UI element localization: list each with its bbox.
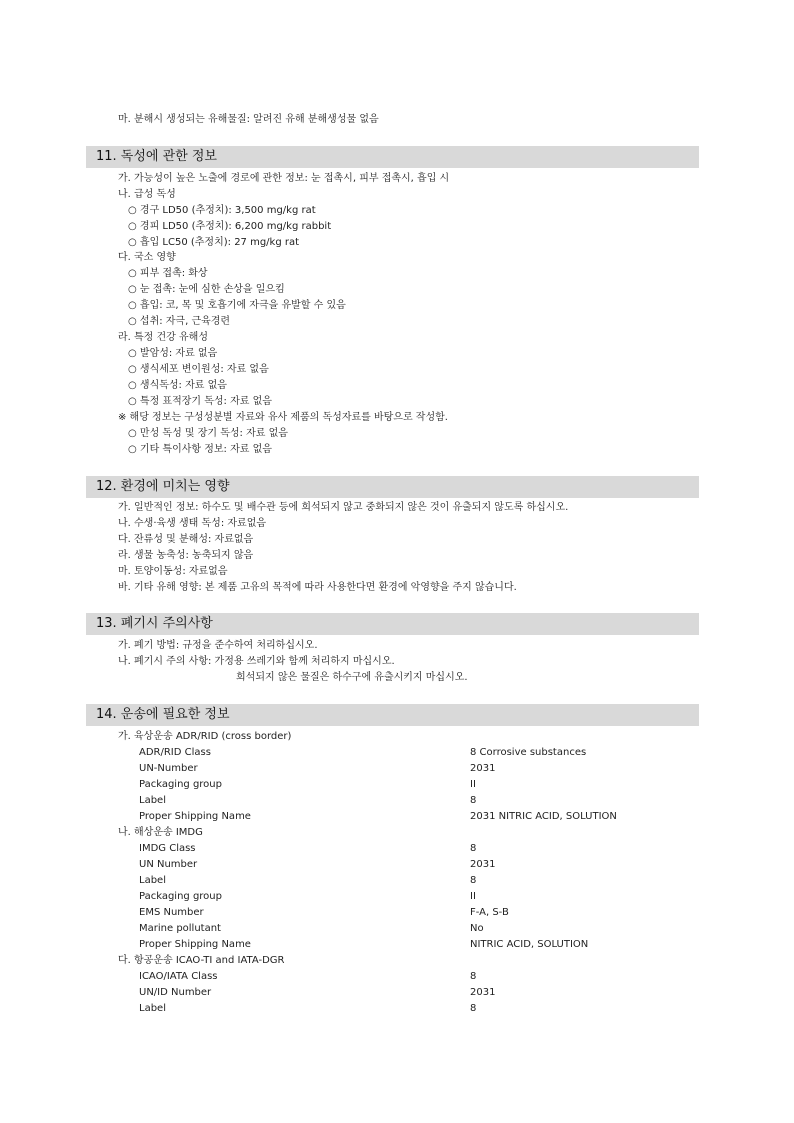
transport-value: II bbox=[470, 891, 476, 902]
transport-label: Packaging group bbox=[139, 779, 222, 790]
transport-label: Packaging group bbox=[139, 891, 222, 902]
transport-value: 2031 bbox=[470, 987, 496, 998]
s11-item: ○ 만성 독성 및 장기 독성: 자료 없음 bbox=[128, 428, 288, 439]
transport-label: Label bbox=[139, 875, 166, 886]
s11-item: ○ 생식세포 변이원성: 자료 없음 bbox=[128, 364, 269, 375]
s11-item: ※ 해당 정보는 구성성분별 자료와 유사 제품의 독성자료를 바탕으로 작성함. bbox=[118, 412, 448, 423]
s11-item: ○ 특정 표적장기 독성: 자료 없음 bbox=[128, 396, 272, 407]
s11-item: ○ 기타 특이사항 정보: 자료 없음 bbox=[128, 444, 272, 455]
transport-label: IMDG Class bbox=[139, 843, 196, 854]
section-12-header: 12. 환경에 미치는 영향 bbox=[86, 476, 699, 498]
transport-value: F-A, S-B bbox=[470, 907, 509, 918]
s11-item: ○ 눈 접촉: 눈에 심한 손상을 일으킴 bbox=[128, 284, 285, 295]
s11-item: ○ 경구 LD50 (추정치): 3,500 mg/kg rat bbox=[128, 205, 316, 216]
transport-value: 8 bbox=[470, 795, 477, 806]
s13-item: 가. 폐기 방법: 규정을 준수하여 처리하십시오. bbox=[118, 640, 318, 651]
transport-label: Label bbox=[139, 1003, 166, 1014]
transport-value: NITRIC ACID, SOLUTION bbox=[470, 939, 589, 950]
transport-label: ICAO/IATA Class bbox=[139, 971, 218, 982]
transport-value: 2031 NITRIC ACID, SOLUTION bbox=[470, 811, 617, 822]
transport-label: UN-Number bbox=[139, 763, 198, 774]
transport-label: Label bbox=[139, 795, 166, 806]
s11-item: ○ 섭취: 자극, 근육경련 bbox=[128, 316, 231, 327]
s11-item: 라. 특정 건강 유해성 bbox=[118, 332, 208, 343]
s11-item: ○ 흡입: 코, 목 및 호흡기에 자극을 유발할 수 있음 bbox=[128, 300, 346, 311]
s11-item: ○ 발암성: 자료 없음 bbox=[128, 348, 218, 359]
s11-item: ○ 경피 LD50 (추정치): 6,200 mg/kg rabbit bbox=[128, 221, 332, 232]
section-14-header: 14. 운송에 필요한 정보 bbox=[86, 704, 699, 726]
s12-item: 라. 생물 농축성: 농축되지 않음 bbox=[118, 550, 254, 561]
s11-item: ○ 피부 접촉: 화상 bbox=[128, 268, 208, 279]
land-transport-heading: 가. 육상운송 ADR/RID (cross border) bbox=[118, 731, 292, 742]
s11-item: 다. 국소 영향 bbox=[118, 252, 176, 263]
transport-label: Marine pollutant bbox=[139, 923, 221, 934]
s12-item: 마. 토양이동성: 자료없음 bbox=[118, 566, 228, 577]
transport-value: 8 Corrosive substances bbox=[470, 747, 587, 758]
s12-item: 나. 수생·육생 생태 독성: 자료없음 bbox=[118, 518, 267, 529]
section-11-header: 11. 독성에 관한 정보 bbox=[86, 146, 699, 168]
s12-item: 가. 일반적인 정보: 하수도 및 배수관 등에 희석되지 않고 중화되지 않은 것이 유출되지 않도록 하십시오. bbox=[118, 502, 569, 513]
transport-label: ADR/RID Class bbox=[139, 747, 211, 758]
s13-item: 희석되지 않은 물질은 하수구에 유출시키지 마십시오. bbox=[236, 672, 468, 683]
s12-item: 바. 기타 유해 영향: 본 제품 고유의 목적에 따라 사용한다면 환경에 악영향을 주지 않습니다. bbox=[118, 582, 517, 593]
transport-label: EMS Number bbox=[139, 907, 204, 918]
transport-label: Proper Shipping Name bbox=[139, 811, 251, 822]
s11-item: 나. 급성 독성 bbox=[118, 189, 176, 200]
transport-value: No bbox=[470, 923, 484, 934]
transport-label: Proper Shipping Name bbox=[139, 939, 251, 950]
transport-value: 8 bbox=[470, 971, 477, 982]
s11-item: ○ 흡입 LC50 (추정치): 27 mg/kg rat bbox=[128, 237, 300, 248]
transport-value: 2031 bbox=[470, 859, 496, 870]
s11-item: 가. 가능성이 높은 노출에 경로에 관한 정보: 눈 접촉시, 피부 접촉시, 흡입 시 bbox=[118, 173, 450, 184]
transport-label: UN/ID Number bbox=[139, 987, 212, 998]
sea-transport-heading: 나. 해상운송 IMDG bbox=[118, 827, 203, 838]
transport-value: II bbox=[470, 779, 476, 790]
air-transport-heading: 다. 항공운송 ICAO-TI and IATA-DGR bbox=[118, 955, 285, 966]
transport-value: 2031 bbox=[470, 763, 496, 774]
transport-value: 8 bbox=[470, 843, 477, 854]
transport-value: 8 bbox=[470, 1003, 477, 1014]
s12-item: 다. 잔류성 및 분해성: 자료없음 bbox=[118, 534, 254, 545]
transport-value: 8 bbox=[470, 875, 477, 886]
s11-item: ○ 생식독성: 자료 없음 bbox=[128, 380, 227, 391]
decomposition-products-text: 마. 분해시 생성되는 유해물질: 알려진 유해 분해생성물 없음 bbox=[118, 114, 379, 125]
section-13-header: 13. 폐기시 주의사항 bbox=[86, 613, 699, 635]
transport-label: UN Number bbox=[139, 859, 198, 870]
s13-item: 나. 폐기시 주의 사항: 가정용 쓰레기와 함께 처리하지 마십시오. bbox=[118, 656, 395, 667]
